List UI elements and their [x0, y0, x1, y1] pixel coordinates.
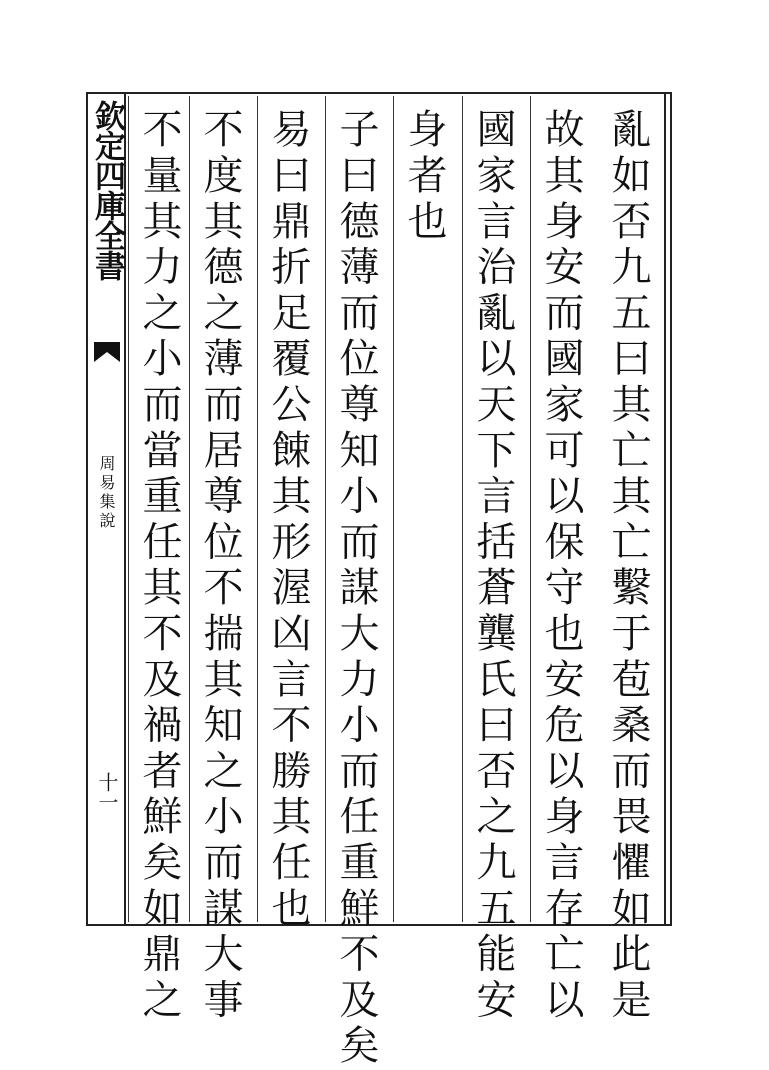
text-column-4 [393, 96, 451, 922]
text-column-8 [128, 96, 186, 1024]
column-text: 國家言治亂以天下言括蒼龔氏曰否之九五能安 [470, 108, 516, 1024]
folio-number: 十一 [95, 772, 119, 812]
column-text: 不度其德之薄而居尊位不揣其知之小而謀大事 [197, 108, 243, 1024]
column-text: 不量其力之小而當重任其不及禍者鮮矣如鼎之 [136, 108, 182, 1024]
fish-tail-mark-icon [92, 340, 122, 364]
column-text: 易曰鼎折足覆公餗其形渥凶言不勝其任也 [265, 108, 311, 933]
column-text: 亂如否九五曰其亡其亡繫于苞桑而畏懼如此是 [605, 108, 651, 1024]
text-column-6 [257, 96, 315, 933]
text-column-5 [325, 96, 383, 1070]
frame-border [664, 92, 669, 926]
text-column-3 [462, 96, 520, 1024]
book-title: 欽定四庫全書 [89, 100, 125, 280]
text-column-7 [189, 96, 247, 1024]
text-column-2 [530, 96, 588, 1024]
text-column-1 [598, 96, 656, 1024]
column-text: 身者也 [401, 108, 447, 246]
column-text: 故其身安而國家可以保守也安危以身言存亡以 [538, 108, 584, 1024]
column-text: 子曰德薄而位尊知小而謀大力小而任重鮮不及矣 [333, 108, 379, 1070]
section-title: 周易集說 [97, 455, 116, 531]
